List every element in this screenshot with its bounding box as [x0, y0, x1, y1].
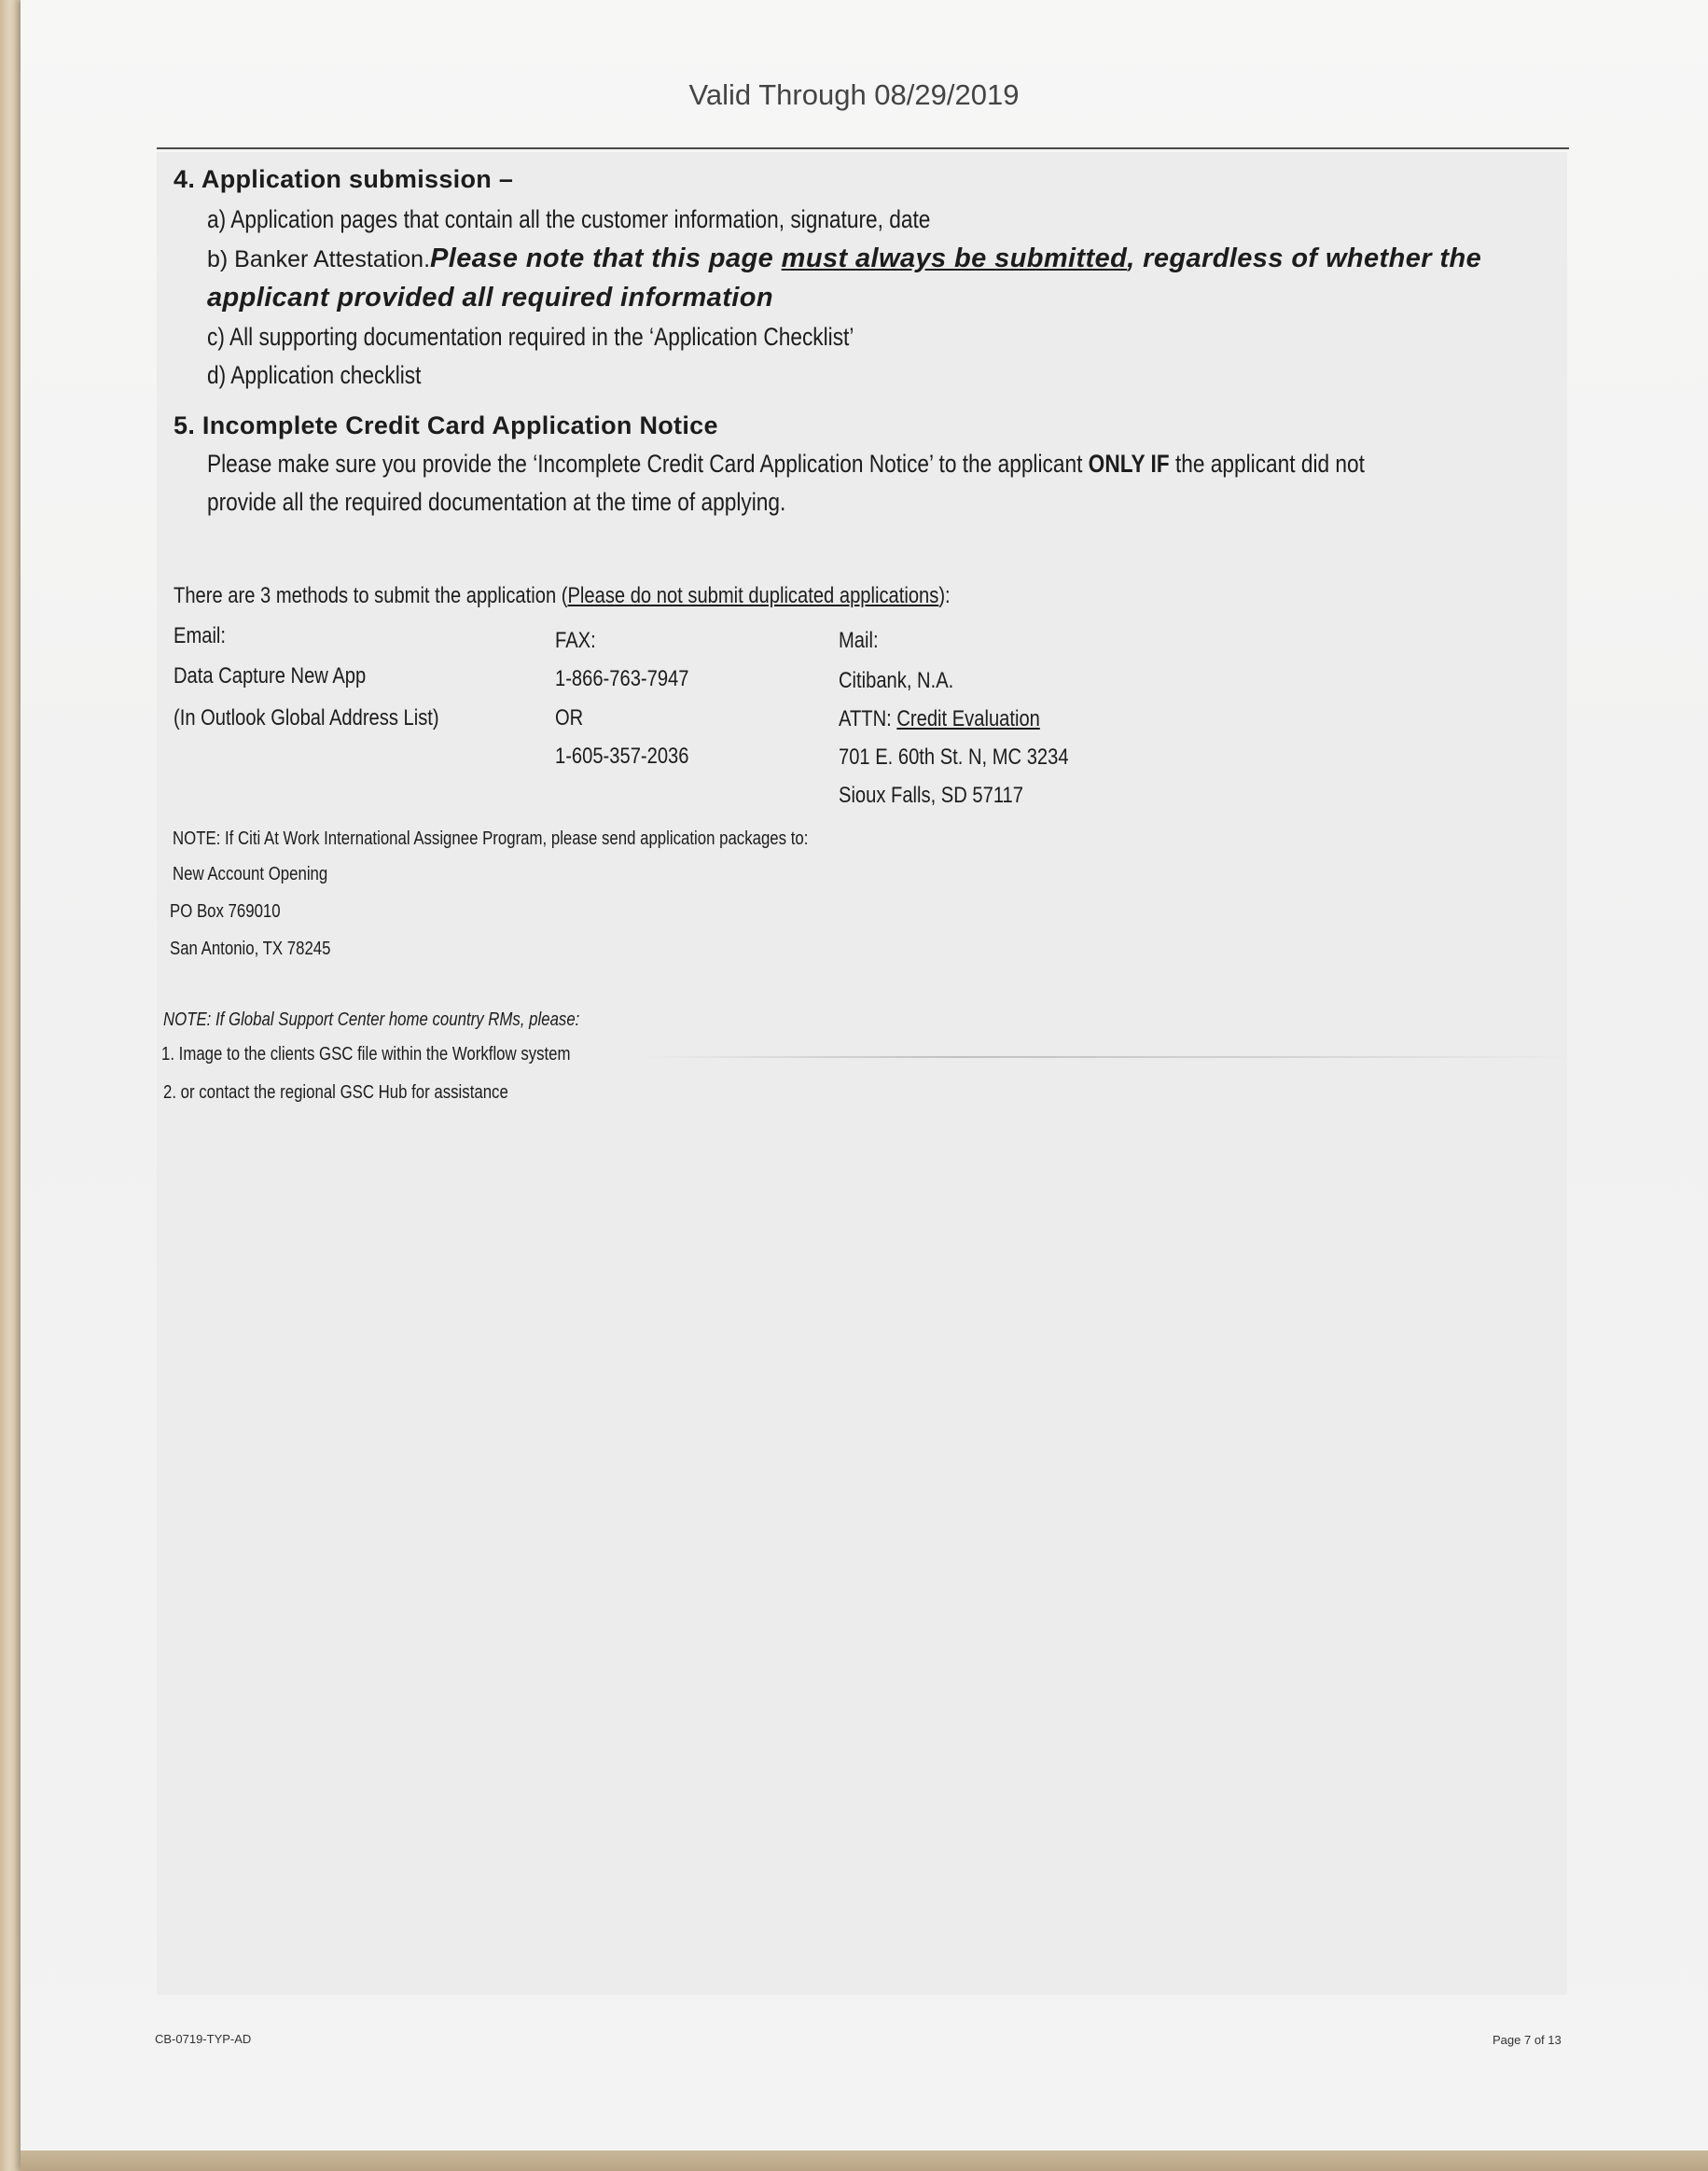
note-citi-line2: PO Box 769010	[170, 901, 281, 922]
section-4-item-a: a) Application pages that contain all the customer information, signature, date	[207, 205, 931, 233]
mail-attn: ATTN: Credit Evaluation	[839, 706, 1040, 731]
mail-line1: Citibank, N.A.	[839, 668, 954, 693]
email-line2: (In Outlook Global Address List)	[174, 705, 439, 731]
section-4-item-b-cont: applicant provided all required information	[207, 283, 773, 313]
mail-label: Mail:	[839, 628, 879, 653]
page-number: Page 7 of 13	[1493, 2033, 1562, 2047]
fax-number-2: 1-605-357-2036	[555, 744, 689, 769]
section-4-item-c: c) All supporting documentation required in the ‘Application Checklist’	[207, 323, 854, 351]
section-4-title: 4. Application submission –	[174, 165, 514, 193]
note-gsc-step2: 2. or contact the regional GSC Hub for assistance	[163, 1082, 508, 1103]
section-5-text-line1: Please make sure you provide the ‘Incomplete Credit Card Application Notice’ to the applicant ONLY IF the applicant did not	[207, 450, 1365, 478]
mail-line4: Sioux Falls, SD 57117	[839, 783, 1023, 808]
note-gsc-step1: 1. Image to the clients GSC file within the Workflow system	[161, 1044, 571, 1065]
note-gsc: NOTE: If Global Support Center home country RMs, please:	[163, 1009, 580, 1030]
paper-fold	[644, 1056, 1576, 1058]
section-4-item-b: b) Banker Attestation.Please note that this page must always be submitted, regardless of whether the	[207, 244, 1482, 273]
note-citi-line3: San Antonio, TX 78245	[170, 939, 331, 959]
note-citi-line1: New Account Opening	[173, 864, 328, 884]
methods-intro: There are 3 methods to submit the application (Please do not submit duplicated applications):	[174, 583, 951, 608]
email-label: Email:	[174, 623, 227, 648]
fax-or: OR	[555, 705, 584, 731]
form-code: CB-0719-TYP-AD	[155, 2032, 252, 2046]
section-5-title: 5. Incomplete Credit Card Application Notice	[174, 411, 718, 439]
email-line1: Data Capture New App	[174, 663, 367, 689]
section-5-text-line2: provide all the required documentation at the time of applying.	[207, 488, 786, 516]
valid-through-header: Valid Through 08/29/2019	[688, 78, 1020, 111]
desk-edge	[21, 2150, 1708, 2171]
note-citi-at-work: NOTE: If Citi At Work International Assignee Program, please send application packages to:	[173, 828, 809, 849]
fax-label: FAX:	[555, 628, 596, 653]
mail-line3: 701 E. 60th St. N, MC 3234	[839, 745, 1069, 770]
header-rule	[157, 147, 1569, 149]
fax-number-1: 1-866-763-7947	[555, 666, 689, 691]
section-4-item-d: d) Application checklist	[207, 361, 422, 389]
